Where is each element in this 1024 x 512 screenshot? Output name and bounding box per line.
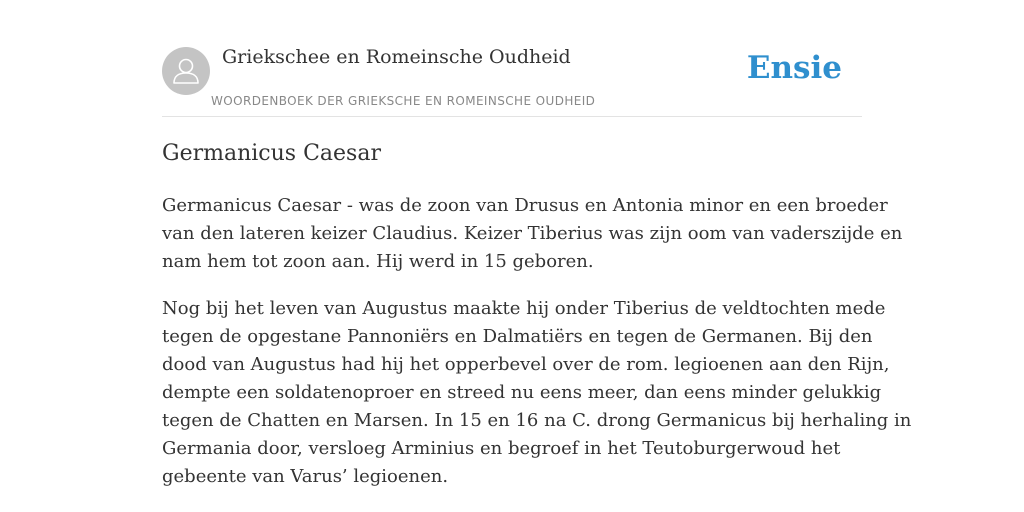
source-header (162, 44, 862, 117)
paragraph-line: nam hem tot zoon aan. Hij werd in 15 geboren. (162, 251, 594, 272)
article (162, 138, 912, 487)
article-title: Germanicus Caesar (162, 141, 381, 166)
avatar[interactable] (162, 47, 210, 95)
paragraph-line: Nog bij het leven van Augustus maakte hij onder Tiberius de veldtochten mede (162, 298, 886, 319)
ensie-logo[interactable]: Ensie (746, 50, 842, 86)
article-paragraph (162, 192, 902, 276)
paragraph-line: Germanicus Caesar - was de zoon van Drusus en Antonia minor en een broeder (162, 195, 888, 216)
user-icon (162, 47, 210, 95)
source-title[interactable]: Griekschee en Romeinsche Oudheid (222, 46, 571, 68)
paragraph-line: tegen de Chatten en Marsen. In 15 en 16 na C. drong Germanicus bij herhaling in (162, 410, 912, 431)
paragraph-line: dood van Augustus had hij het opperbevel over de rom. legioenen aan den Rijn, (162, 354, 890, 375)
paragraph-line: tegen de opgestane Pannoniërs en Dalmatiërs en tegen de Germanen. Bij den (162, 326, 873, 347)
source-subtitle: WOORDENBOEK DER GRIEKSCHE EN ROMEINSCHE OUDHEID (211, 94, 596, 108)
paragraph-line: van den lateren keizer Claudius. Keizer Tiberius was zijn oom van vaderszijde en (162, 223, 903, 244)
paragraph-line: Germania door, versloeg Arminius en begroef in het Teutoburgerwoud het (162, 438, 841, 459)
paragraph-line: dempte een soldatenoproer en streed nu eens meer, dan eens minder gelukkig (162, 382, 882, 403)
paragraph-line: gebeente van Varus’ legioenen. (162, 466, 449, 487)
article-paragraph (162, 295, 911, 491)
